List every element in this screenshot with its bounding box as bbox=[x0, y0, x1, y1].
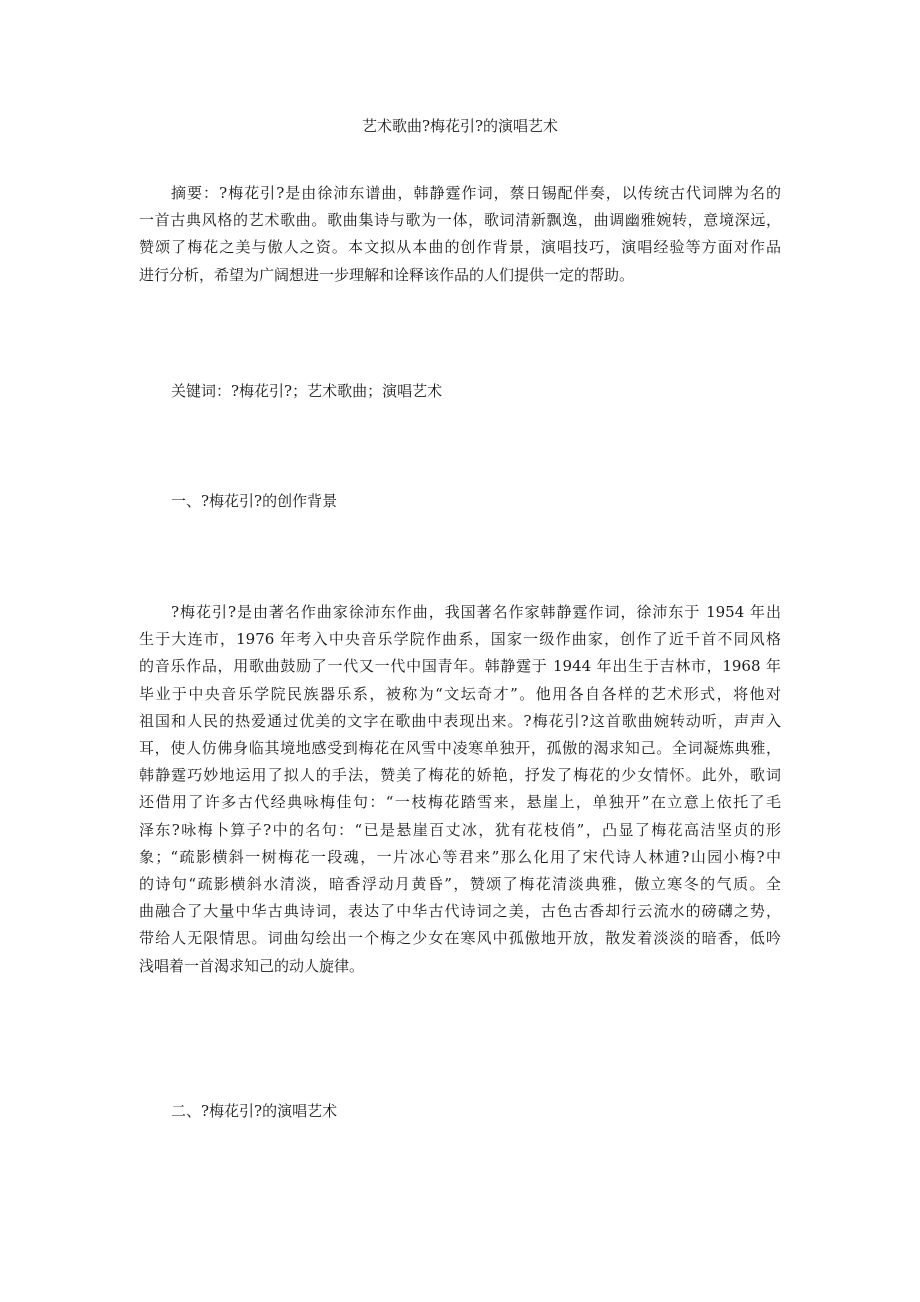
body-line: 象；“疏影横斜一树梅花一段魂，一片冰心等君来”那么化用了宋代诗人林逋?山园小梅?中 bbox=[139, 847, 781, 866]
abstract-line: 摘要：?梅花引?是由徐沛东谱曲，韩静霆作词，蔡日锡配伴奏，以传统古代词牌为名的 bbox=[171, 184, 781, 202]
abstract-paragraph bbox=[139, 180, 781, 289]
keywords-line: 关键词：?梅花引?；艺术歌曲；演唱艺术 bbox=[171, 382, 443, 400]
body-line: 泽东?咏梅卜算子?中的名句：“已是悬崖百丈冰，犹有花枝俏”，凸显了梅花高洁坚贞的形 bbox=[139, 820, 781, 839]
body-line: 祖国和人民的热爱通过优美的文字在歌曲中表现出来。?梅花引?这首歌曲婉转动听，声声入 bbox=[139, 711, 781, 730]
body-line: 生于大连市，1976 年考入中央音乐学院作曲系，国家一级作曲家，创作了近千首不同风格 bbox=[139, 630, 781, 649]
body-line: 的诗句“疏影横斜水清淡，暗香浮动月黄昏”，赞颂了梅花清淡典雅，傲立寒冬的气质。全 bbox=[139, 875, 781, 894]
body-line: 耳，使人仿佛身临其境地感受到梅花在风雪中凌寒单独开，孤傲的渴求知己。全词凝炼典雅， bbox=[139, 739, 781, 758]
body-line: 曲融合了大量中华古典诗词，表达了中华古代诗词之美，古色古香却行云流水的磅礴之势， bbox=[139, 902, 781, 921]
section-heading-1: 一、?梅花引?的创作背景 bbox=[171, 492, 338, 510]
body-line: 还借用了许多古代经典咏梅佳句：“一枝梅花踏雪来，悬崖上，单独开”在立意上依托了毛 bbox=[139, 793, 781, 812]
section-1-paragraph bbox=[139, 599, 781, 980]
body-line: ?梅花引?是由著名作曲家徐沛东作曲，我国著名作家韩静霆作词，徐沛东于 1954 年出 bbox=[171, 603, 781, 621]
document-title: 艺术歌曲?梅花引?的演唱艺术 bbox=[361, 117, 559, 135]
body-line: 毕业于中央音乐学院民族器乐系，被称为“文坛奇才”。他用各自各样的艺术形式，将他对 bbox=[139, 684, 781, 703]
section-heading-2: 二、?梅花引?的演唱艺术 bbox=[171, 1102, 338, 1120]
abstract-line: 进行分析，希望为广阔想进一步理解和诠释该作品的人们提供一定的帮助。 bbox=[139, 265, 635, 284]
body-line: 的音乐作品，用歌曲鼓励了一代又一代中国青年。韩静霆于 1944 年出生于吉林市，1968 年 bbox=[139, 657, 781, 676]
abstract-line: 一首古典风格的艺术歌曲。歌曲集诗与歌为一体，歌词清新飘逸，曲调幽雅婉转，意境深远， bbox=[139, 211, 781, 230]
body-line: 带给人无限情思。词曲勾绘出一个梅之少女在寒风中孤傲地开放，散发着淡淡的暗香，低吟 bbox=[139, 929, 781, 948]
abstract-line: 赞颂了梅花之美与傲人之资。本文拟从本曲的创作背景，演唱技巧，演唱经验等方面对作品 bbox=[139, 238, 781, 257]
body-line: 韩静霆巧妙地运用了拟人的手法，赞美了梅花的娇艳，抒发了梅花的少女情怀。此外，歌词 bbox=[139, 766, 781, 785]
body-line: 浅唱着一首渴求知己的动人旋律。 bbox=[139, 956, 365, 975]
